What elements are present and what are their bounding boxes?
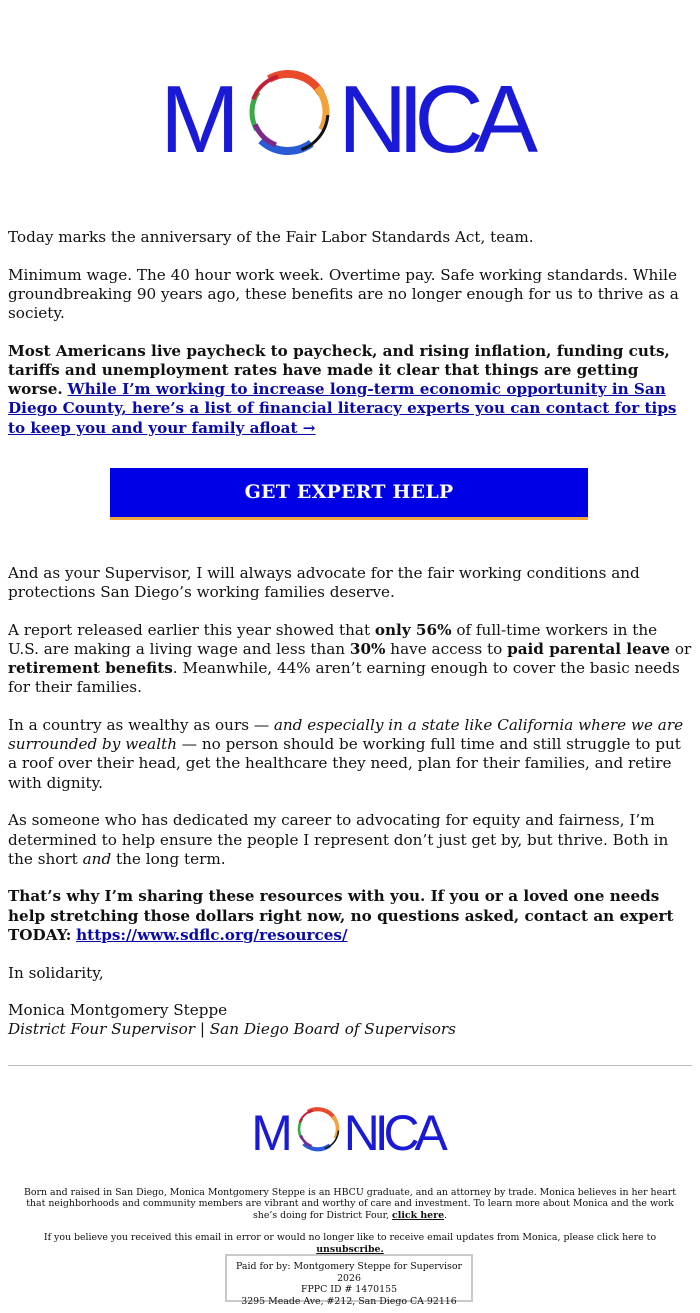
- email-content: [8, 228, 692, 1040]
- signoff: In solidarity,: [8, 963, 104, 982]
- signature-title: District Four Supervisor | San Diego Board of Supervisors: [8, 1020, 456, 1039]
- resources-bold-text: That’s why I’m sharing these resources with you. If you or a loved one needs help stretching those dollars right now, no questions asked, contact an expert TODAY:: [8, 887, 674, 944]
- paid-line-1: Paid for by: Montgomery Steppe for Supervisor 2026: [236, 1261, 462, 1284]
- paid-line-2: FPPC ID # 1470155: [300, 1284, 398, 1295]
- sdflc-resources-link[interactable]: https://www.sdflc.org/resources/: [76, 925, 348, 944]
- report-text-c: of full-time workers in the U.S. are making a living wage and less than: [8, 620, 658, 658]
- report-text-i: . Meanwhile, 44% aren’t earning enough to cover the basic needs for their families.: [8, 659, 680, 697]
- career-italic-and: and: [82, 849, 112, 868]
- monica-logo: [160, 62, 540, 162]
- unsubscribe-paragraph: [20, 1232, 680, 1255]
- career-text-c: the long term.: [111, 849, 226, 868]
- unsubscribe-link[interactable]: unsubscribe.: [316, 1243, 384, 1255]
- cta-container: [8, 468, 692, 524]
- resources-paragraph: [8, 887, 692, 945]
- footer-logo-letter-m: M: [251, 1104, 293, 1155]
- financial-experts-link[interactable]: While I’m working to increase long-term economic opportunity in San Diego County, here’s a list of financial literacy experts you can contact for tips to keep you and your family afloat →: [8, 380, 677, 437]
- wealthy-text-a: In a country as wealthy as ours —: [8, 716, 274, 735]
- footer-bio: Born and raised in San Diego, Monica Montgomery Steppe is an HBCU graduate, and an attorney by trade. Monica believes in her heart that neighborhoods and community members are vibrant and worthy of care and investment. To learn more about Monica and the work she’s doing for District Four, click here.: [24, 1187, 676, 1221]
- footer-bio-text: Born and raised in San Diego, Monica Montgomery Steppe is an HBCU graduate, and an attorney by trade. Monica believes in her heart that neighborhoods and community members are vibrant and worthy of care and investment. To learn more about Monica and the work she’s doing for District Four,: [24, 1187, 676, 1221]
- report-stat-30: 30%: [349, 639, 386, 658]
- signature-name: Monica Montgomery Steppe: [8, 1001, 228, 1020]
- signature-block: [8, 1001, 692, 1039]
- logo-letters-rest: NICA: [338, 66, 538, 162]
- career-text-a: As someone who has dedicated my career to advocating for equity and fairness, I’m determined to help ensure the people I represent don’t just get by, but thrive. Both in the short: [8, 811, 669, 868]
- report-stat-56: only 56%: [374, 620, 452, 639]
- wealthy-country-paragraph: [8, 716, 692, 793]
- career-paragraph: [8, 811, 692, 869]
- intro-paragraph: Today marks the anniversary of the Fair Labor Standards Act, team.: [8, 228, 534, 246]
- paid-for-disclaimer: [225, 1254, 473, 1307]
- minimum-wage-paragraph: Minimum wage. The 40 hour work week. Overtime pay. Safe working standards. While groundbreaking 90 years ago, these benefits are no longer enough for us to thrive as a society.: [8, 265, 679, 323]
- paycheck-paragraph: [8, 342, 692, 438]
- logo-ring-icon: [234, 62, 341, 162]
- report-parental-leave: paid parental leave: [507, 639, 671, 658]
- unsubscribe-text: If you believe you received this email in error or would no longer like to receive email updates from Monica, please click here to: [43, 1232, 657, 1244]
- monica-footer-logo: [250, 1103, 450, 1155]
- report-retirement-benefits: retirement benefits: [8, 659, 173, 678]
- paid-line-3: 3295 Meade Ave, #212, San Diego CA 92116: [241, 1295, 457, 1307]
- click-here-link[interactable]: click here: [392, 1209, 445, 1221]
- paycheck-bold-text: Most Americans live paycheck to paycheck, and rising inflation, funding cuts, tariffs and unemployment rates have made it clear that things are getting worse.: [8, 341, 670, 399]
- get-expert-help-button[interactable]: GET EXPERT HELP: [110, 468, 588, 520]
- supervisor-paragraph: And as your Supervisor, I will always advocate for the fair working conditions and protections San Diego’s working families deserve.: [8, 563, 640, 602]
- footer-logo-letters-rest: NICA: [343, 1104, 448, 1155]
- report-text-g: or: [670, 639, 692, 658]
- report-text-a: A report released earlier this year showed that: [8, 620, 375, 639]
- footer-logo-ring-icon: [290, 1103, 346, 1155]
- wealthy-text-c: — no person should be working full time and still struggle to put a roof over their head, get the healthcare they need, plan for their families, and retire with dignity.: [8, 735, 681, 792]
- logo-letter-m: M: [160, 66, 240, 162]
- report-paragraph: [8, 621, 692, 698]
- report-text-e: have access to: [385, 639, 508, 658]
- footer-divider: [8, 1065, 692, 1066]
- wealthy-italic-text: and especially in a state like California where we are surrounded by wealth: [8, 716, 684, 754]
